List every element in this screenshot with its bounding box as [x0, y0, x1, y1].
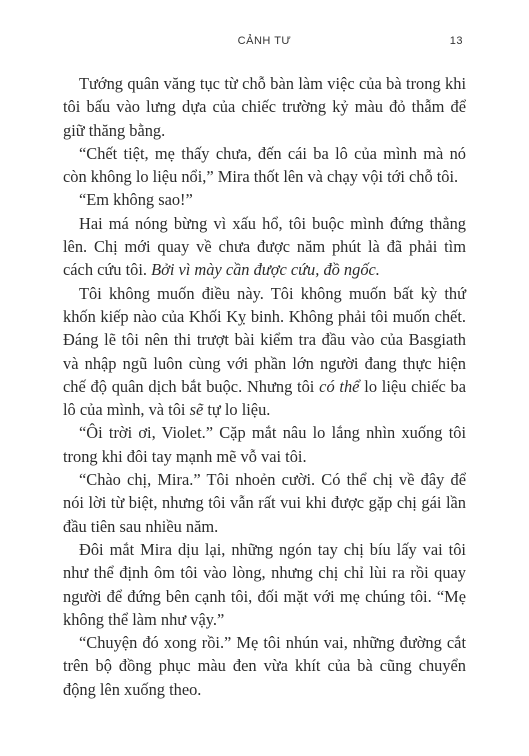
italic-thought: Bởi vì mày cần được cứu, đồ ngốc. [151, 260, 380, 280]
paragraph-text: Hai má nóng bừng vì xấu hổ, tôi buộc mình đứng thẳng lên. Chị mới quay về chưa được năm phút là đã phải tìm cách cứu tôi. [63, 213, 466, 280]
paragraph-text: lo liệu chiếc ba lô của mình, và tôi [63, 376, 467, 420]
chapter-title: CẢNH TƯ [237, 35, 292, 47]
page-number: 13 [449, 35, 463, 47]
paragraph-text: Tôi không muốn điều này. Tôi không muốn bất kỳ thứ khốn kiếp nào của Khối Kỵ binh. Không phải tôi muốn chết. Đáng lẽ tôi nên thi trượt bài kiểm tra đầu vào của Basgiath và nhập ngũ luôn cùng với phần lớn người đang thực hiện chế độ quân dịch bắt buộc. Nhưng tôi [63, 283, 466, 396]
paragraph: “Em không sao!” [79, 190, 193, 210]
paragraph: “Chuyện đó xong rồi.” Mẹ tôi nhún vai, những đường cắt trên bộ đồng phục màu đen vừa khít của bà cũng chuyển động lên xuống theo. [63, 633, 466, 699]
running-header [0, 35, 529, 55]
body-text [63, 72, 466, 701]
paragraph: Đôi mắt Mira dịu lại, những ngón tay chị bíu lấy vai tôi như thể định ôm tôi vào lòng, nhưng chị chỉ lùi ra rồi quay người để đứng bên cạnh tôi, đối mặt với mẹ chúng tôi. “Mẹ không thể làm như vậy.” [63, 539, 466, 629]
paragraph-text: tự lo liệu. [203, 400, 271, 420]
italic-emphasis: sẽ [189, 400, 204, 420]
paragraph: “Ôi trời ơi, Violet.” Cặp mắt nâu lo lắng nhìn xuống tôi trong khi đôi tay mạnh mẽ vỗ vai tôi. [63, 423, 466, 466]
italic-emphasis: có thể [319, 376, 360, 396]
paragraph [63, 282, 466, 422]
paragraph: “Chết tiệt, mẹ thấy chưa, đến cái ba lô của mình mà nó còn không lo liệu nổi,” Mira thốt lên và chạy vội tới chỗ tôi. [63, 143, 466, 187]
paragraph [63, 212, 466, 282]
paragraph: “Chào chị, Mira.” Tôi nhoẻn cười. Có thể chị về đây để nói lời từ biệt, nhưng tôi vẫn rất vui khi được gặp chị gái lần đầu tiên sau nhiều năm. [63, 470, 466, 536]
paragraph: Tướng quân văng tục từ chỗ bàn làm việc của bà trong khi tôi bấu vào lưng dựa của chiếc trường kỷ màu đỏ thẫm để giữ thăng bằng. [63, 74, 466, 140]
